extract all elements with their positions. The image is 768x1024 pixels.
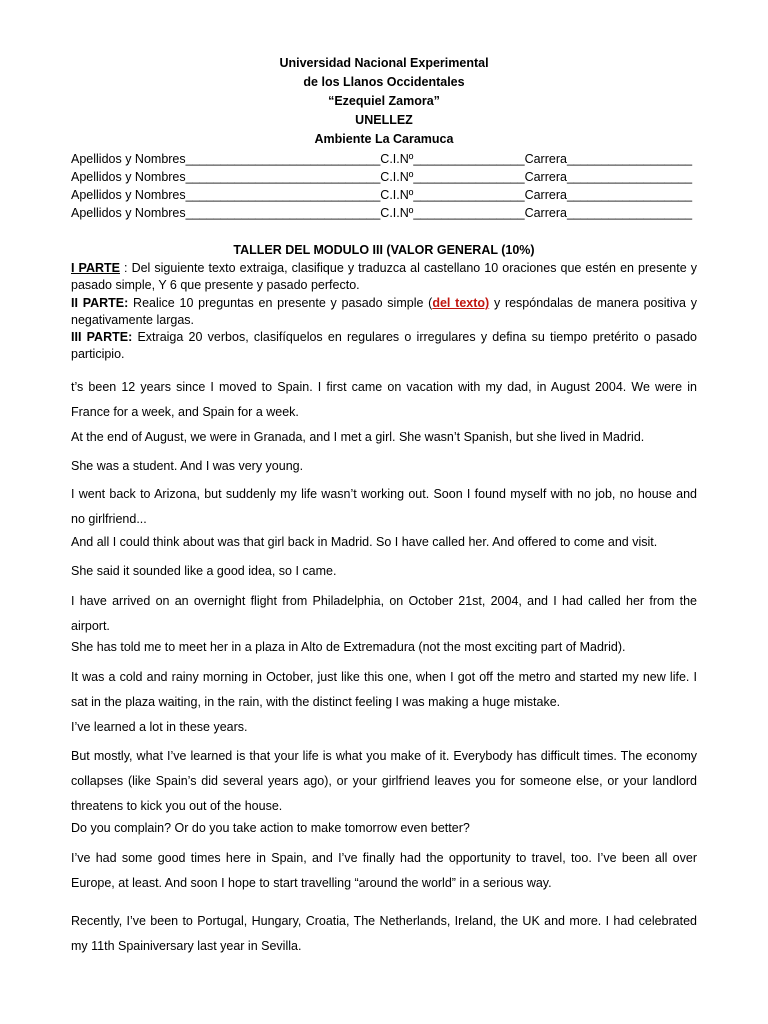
name-blank[interactable]: ____________________________ bbox=[185, 152, 381, 166]
ci-label: C.I.Nº bbox=[380, 188, 414, 202]
ci-label: C.I.Nº bbox=[380, 170, 414, 184]
part-2-highlight: del texto) bbox=[432, 296, 490, 310]
student-field-row bbox=[71, 169, 692, 185]
story-paragraph: I have arrived on an overnight flight from Philadelphia, on October 21st, 2004, and I had called her from the airport. bbox=[71, 594, 697, 633]
career-blank[interactable]: __________________ bbox=[566, 152, 693, 166]
ci-label: C.I.Nº bbox=[380, 152, 414, 166]
career-blank[interactable]: __________________ bbox=[566, 206, 693, 220]
story-paragraph: I went back to Arizona, but suddenly my life wasn’t working out. Soon I found myself with no job, no house and no girlfriend... bbox=[71, 487, 697, 526]
student-field-row bbox=[71, 187, 692, 203]
story-paragraph: And all I could think about was that girl back in Madrid. So I have called her. And offered to come and visit. bbox=[71, 535, 658, 549]
story-paragraph: It was a cold and rainy morning in October, just like this one, when I got off the metro and started my new life. I sat in the plaza waiting, in the rain, with the distinct feeling I was making a huge mistake. bbox=[71, 670, 697, 709]
part-3-text: Extraiga 20 verbos, clasifíquelos en regulares o irregulares y defina su tiempo pretérito o pasado participio. bbox=[71, 330, 697, 361]
story-paragraph: Do you complain? Or do you take action to make tomorrow even better? bbox=[71, 821, 470, 835]
career-blank[interactable]: __________________ bbox=[566, 170, 693, 184]
campus-name: Ambiente La Caramuca bbox=[314, 132, 454, 146]
ci-blank[interactable]: ________________ bbox=[413, 188, 525, 202]
story-paragraph: At the end of August, we were in Granada, and I met a girl. She wasn’t Spanish, but she lived in Madrid. bbox=[71, 430, 645, 444]
part-2-label: II PARTE: bbox=[71, 296, 129, 310]
story-paragraph: I’ve had some good times here in Spain, and I’ve finally had the opportunity to travel, too. I’ve been all over Europe, at least. And soon I hope to start travelling “around the world” in a serious way. bbox=[71, 851, 697, 890]
story-paragraph: I’ve learned a lot in these years. bbox=[71, 720, 248, 734]
name-blank[interactable]: ____________________________ bbox=[185, 170, 381, 184]
instruction-part-1 bbox=[71, 260, 697, 294]
ci-blank[interactable]: ________________ bbox=[413, 206, 525, 220]
career-label: Carrera bbox=[524, 170, 567, 184]
instruction-part-3 bbox=[71, 329, 697, 363]
instruction-part-2 bbox=[71, 295, 697, 329]
story-paragraph: She was a student. And I was very young. bbox=[71, 459, 304, 473]
university-region: de los Llanos Occidentales bbox=[303, 75, 465, 89]
part-1-text: : Del siguiente texto extraiga, clasifique y traduzca al castellano 10 oraciones que estén en presente y pasado simple, Y 6 que presente y pasado perfecto. bbox=[71, 261, 697, 292]
part-2-text-b: y respóndalas de manera positiva y negativamente largas. bbox=[71, 296, 697, 327]
name-label: Apellidos y Nombres bbox=[71, 152, 186, 166]
university-name: Universidad Nacional Experimental bbox=[279, 56, 489, 70]
ci-label: C.I.Nº bbox=[380, 206, 414, 220]
name-blank[interactable]: ____________________________ bbox=[185, 188, 381, 202]
part-3-label: III PARTE: bbox=[71, 330, 133, 344]
part-1-label: I PARTE bbox=[71, 261, 120, 275]
name-label: Apellidos y Nombres bbox=[71, 170, 186, 184]
university-honoree: “Ezequiel Zamora” bbox=[328, 94, 440, 108]
university-acronym: UNELLEZ bbox=[355, 113, 413, 127]
career-label: Carrera bbox=[524, 188, 567, 202]
story-paragraph: But mostly, what I’ve learned is that your life is what you make of it. Everybody has difficult times. The economy collapses (like Spain’s did several years ago), or your girlfriend leaves you for someone else, or your landlord threatens to kick you out of the house. bbox=[71, 749, 697, 813]
career-blank[interactable]: __________________ bbox=[566, 188, 693, 202]
ci-blank[interactable]: ________________ bbox=[413, 152, 525, 166]
career-label: Carrera bbox=[524, 152, 567, 166]
name-label: Apellidos y Nombres bbox=[71, 206, 186, 220]
story-paragraph: t’s been 12 years since I moved to Spain. I first came on vacation with my dad, in August 2004. We were in France for a week, and Spain for a week. bbox=[71, 380, 697, 419]
story-paragraph: Recently, I’ve been to Portugal, Hungary, Croatia, The Netherlands, Ireland, the UK and more. I had celebrated my 11th Spainiversary last year in Sevilla. bbox=[71, 914, 697, 953]
story-paragraph: She said it sounded like a good idea, so I came. bbox=[71, 564, 337, 578]
career-label: Carrera bbox=[524, 206, 567, 220]
part-2-text-a: Realice 10 preguntas en presente y pasado simple ( bbox=[128, 296, 433, 310]
name-blank[interactable]: ____________________________ bbox=[185, 206, 381, 220]
name-label: Apellidos y Nombres bbox=[71, 188, 186, 202]
story-paragraph: She has told me to meet her in a plaza in Alto de Extremadura (not the most exciting part of Madrid). bbox=[71, 640, 626, 654]
student-field-row bbox=[71, 205, 692, 221]
student-field-row bbox=[71, 151, 692, 167]
ci-blank[interactable]: ________________ bbox=[413, 170, 525, 184]
workshop-title: TALLER DEL MODULO III (VALOR GENERAL (10%) bbox=[233, 243, 535, 257]
